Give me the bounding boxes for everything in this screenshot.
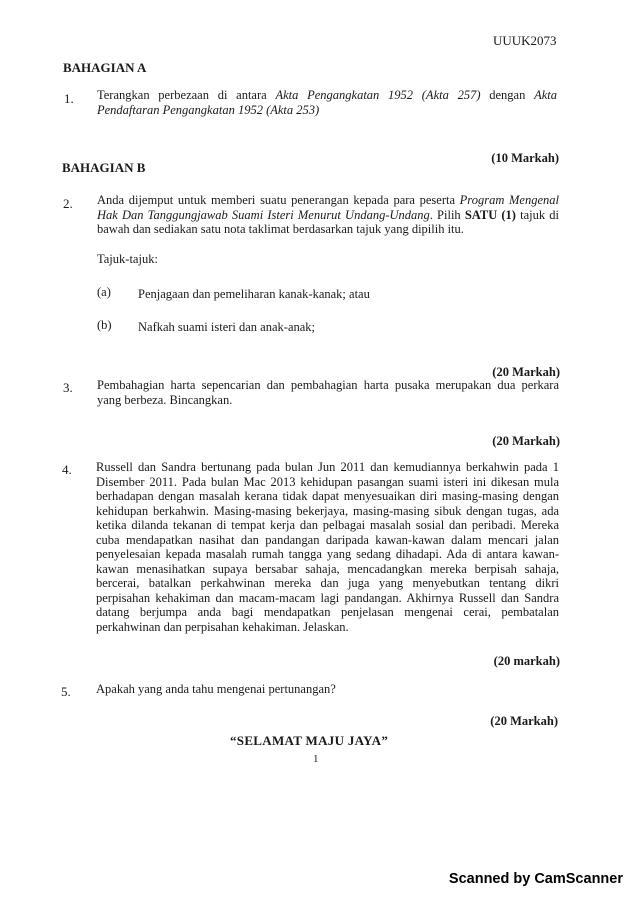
q4-text: Russell dan Sandra bertunang pada bulan Jun 2011 dan kemudiannya berkahwin pada 1 Disember 2011. Pada bulan Mac 2013 kehidupan pasangan suami isteri ini dikesan mula berhadapan dengan masalah kerana tidak dapat menyesuaikan diri masing-masing dengan kehidupan berkahwin. Masing-masing bekerjaya, masing-masing sibuk dengan tugas, ada ketika dilanda tekanan di tempat kerja dan pelbagai masalah sosial dan peribadi. Mereka cuba mendapatkan nasihat dan pandangan daripada kawan-kawan dalam mencari jalan penyelesaian kepada masalah rumah tangga yang sedang dihadapi. Ada di antara kawan-kawan menasihatkan supaya bersabar sahaja, mencadangkan mereka berpisah sahaja, bercerai, batalkan perkahwinan mereka dan juga yang menyebutkan tentang dikri perpisahan kehakiman dan macam-macam lagi pandangan. Akhirnya Russell dan Sandra datang berjumpa anda bagi mendapatkan penjelasan mengenai cerai, pembatalan perkahwinan dan perpisahan kehakiman. Jelaskan. — [96, 460, 559, 634]
q2-part2: . Pilih — [429, 207, 465, 222]
q2-number: 2. — [63, 196, 73, 211]
q2-program: Program Mengenal Hak Dan Tanggungjawab Suami Isteri Menurut Undang-Undang — [97, 193, 559, 222]
q1-act2: Akta Pendaftaran Pengangkatan 1952 (Akta 253) — [97, 88, 557, 117]
q1-part2: dengan — [480, 88, 535, 102]
q4-number: 4. — [62, 462, 72, 477]
page-number: 1 — [313, 753, 319, 765]
q5-marks: (20 Markah) — [490, 714, 558, 728]
option-b-label: (b) — [97, 318, 112, 332]
q2-marks: (20 Markah) — [492, 365, 560, 379]
option-b-text: Nafkah suami isteri dan anak-anak; — [138, 320, 316, 334]
q5-number: 5. — [61, 684, 71, 699]
q2-part1: Anda dijemput untuk memberi suatu penerangan kepada para peserta — [97, 193, 460, 207]
q2-text — [97, 193, 559, 237]
q1-act1: Akta Pengangkatan 1952 (Akta 257) — [275, 88, 481, 102]
option-a-text: Penjagaan dan pemeliharan kanak-kanak; atau — [138, 287, 370, 301]
scanner-watermark: Scanned by CamScanner — [448, 871, 623, 887]
q1-number: 1. — [64, 91, 74, 106]
q1-text — [97, 88, 557, 117]
section-a-title: BAHAGIAN A — [63, 60, 147, 75]
closing-text: “SELAMAT MAJU JAYA” — [230, 733, 389, 748]
course-code: UUUK2073 — [493, 33, 557, 48]
q5-text: Apakah yang anda tahu mengenai pertunangan? — [96, 682, 336, 696]
section-b-title: BAHAGIAN B — [62, 160, 146, 175]
tajuk-label: Tajuk-tajuk: — [97, 252, 158, 266]
q4-marks: (20 markah) — [493, 654, 560, 668]
q2-satu: SATU (1) — [464, 207, 516, 222]
q3-marks: (20 Markah) — [492, 434, 560, 448]
q2-part3: tajuk di bawah dan sediakan satu nota taklimat berdasarkan tajuk yang dipilih itu. — [97, 207, 560, 236]
q3-number: 3. — [63, 380, 73, 395]
q1-part1: Terangkan perbezaan di antara — [97, 88, 276, 102]
q1-marks: (10 Markah) — [491, 151, 559, 165]
option-a-label: (a) — [97, 285, 111, 299]
q3-text: Pembahagian harta sepencarian dan pembahagian harta pusaka merupakan dua perkara yang berbeza. Bincangkan. — [97, 378, 559, 407]
